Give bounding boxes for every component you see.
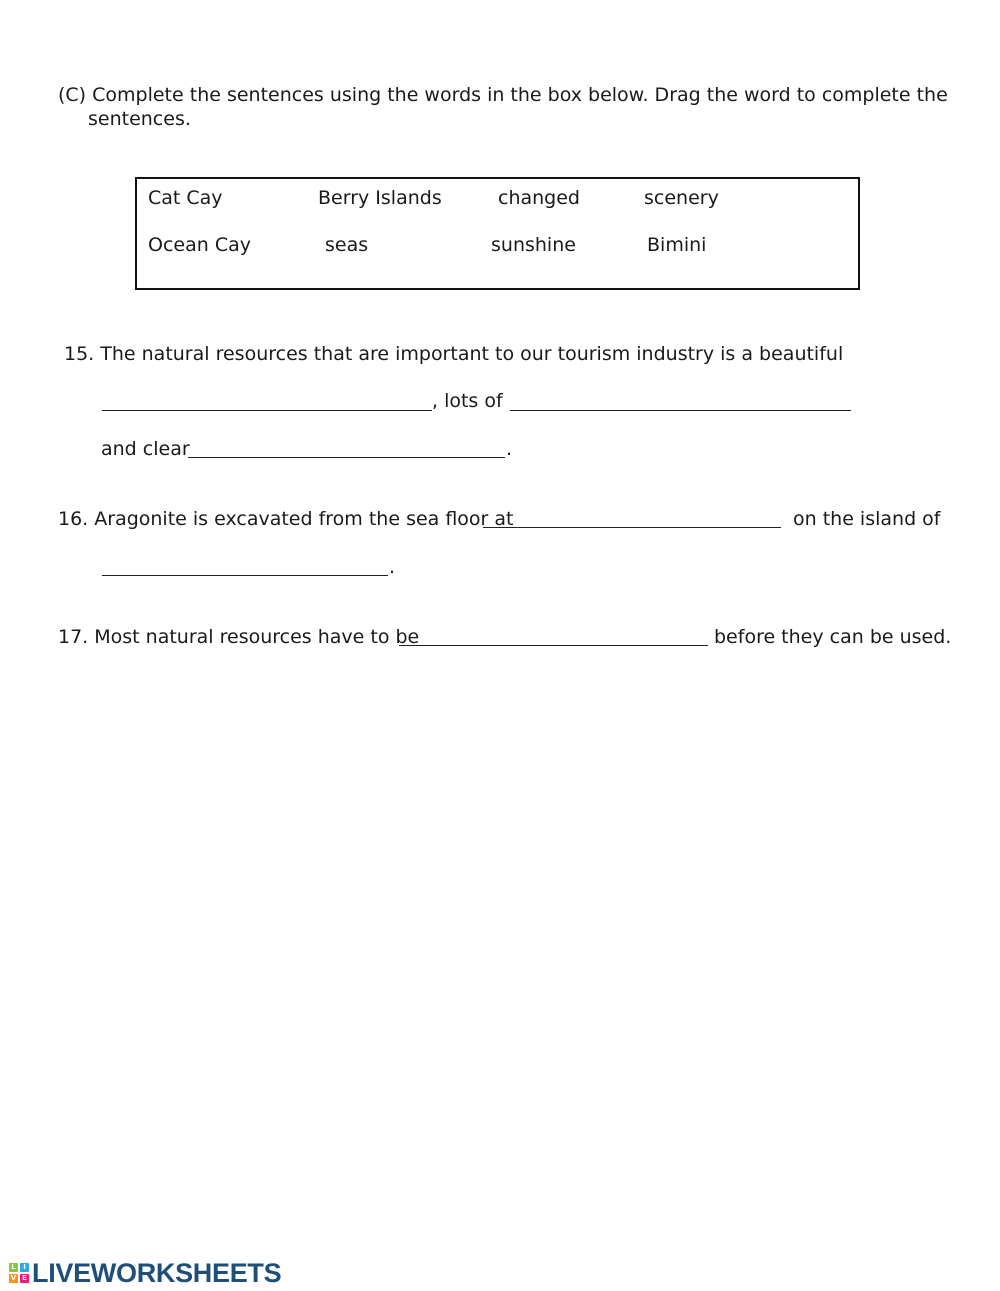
word-cat-cay[interactable]: Cat Cay (148, 187, 223, 209)
q17-blank-1[interactable] (399, 645, 708, 646)
word-berry-islands[interactable]: Berry Islands (318, 187, 442, 209)
q15-mid-text: , lots of (432, 390, 503, 412)
logo-block-i: I (20, 1263, 29, 1272)
instructions-line-1: (C) Complete the sentences using the words in the box below. Drag the word to complete the (58, 84, 948, 106)
word-changed[interactable]: changed (498, 187, 580, 209)
logo-text: LIVEWORKSHEETS (32, 1257, 282, 1288)
q16-blank-2[interactable] (102, 575, 388, 576)
q16-mid-text: on the island of (793, 508, 941, 530)
instructions-line-2: sentences. (88, 108, 191, 130)
q15-blank-3[interactable] (188, 457, 505, 458)
logo-block-l: L (9, 1263, 18, 1272)
question-15-text: 15. The natural resources that are important to our tourism industry is a beautiful (64, 343, 844, 365)
word-ocean-cay[interactable]: Ocean Cay (148, 234, 251, 256)
word-scenery[interactable]: scenery (644, 187, 719, 209)
q17-end-text: before they can be used. (714, 626, 952, 648)
q16-blank-1[interactable] (483, 527, 781, 528)
logo-blocks-icon (9, 1263, 29, 1283)
q15-end-period: . (506, 438, 513, 460)
logo-block-v: V (10, 1274, 17, 1282)
word-bank (135, 177, 860, 290)
q16-end-period: . (389, 556, 396, 578)
word-bimini[interactable]: Bimini (647, 234, 707, 256)
q15-and-clear-text: and clear (101, 438, 190, 460)
logo-block-e: E (20, 1274, 29, 1283)
q15-blank-2[interactable] (510, 410, 851, 411)
liveworksheets-logo (9, 1258, 281, 1288)
q15-blank-1[interactable] (102, 410, 432, 411)
question-17-text: 17. Most natural resources have to be (58, 626, 420, 648)
word-seas[interactable]: seas (325, 234, 369, 256)
word-sunshine[interactable]: sunshine (491, 234, 576, 256)
question-16-text: 16. Aragonite is excavated from the sea floor at (58, 508, 514, 530)
